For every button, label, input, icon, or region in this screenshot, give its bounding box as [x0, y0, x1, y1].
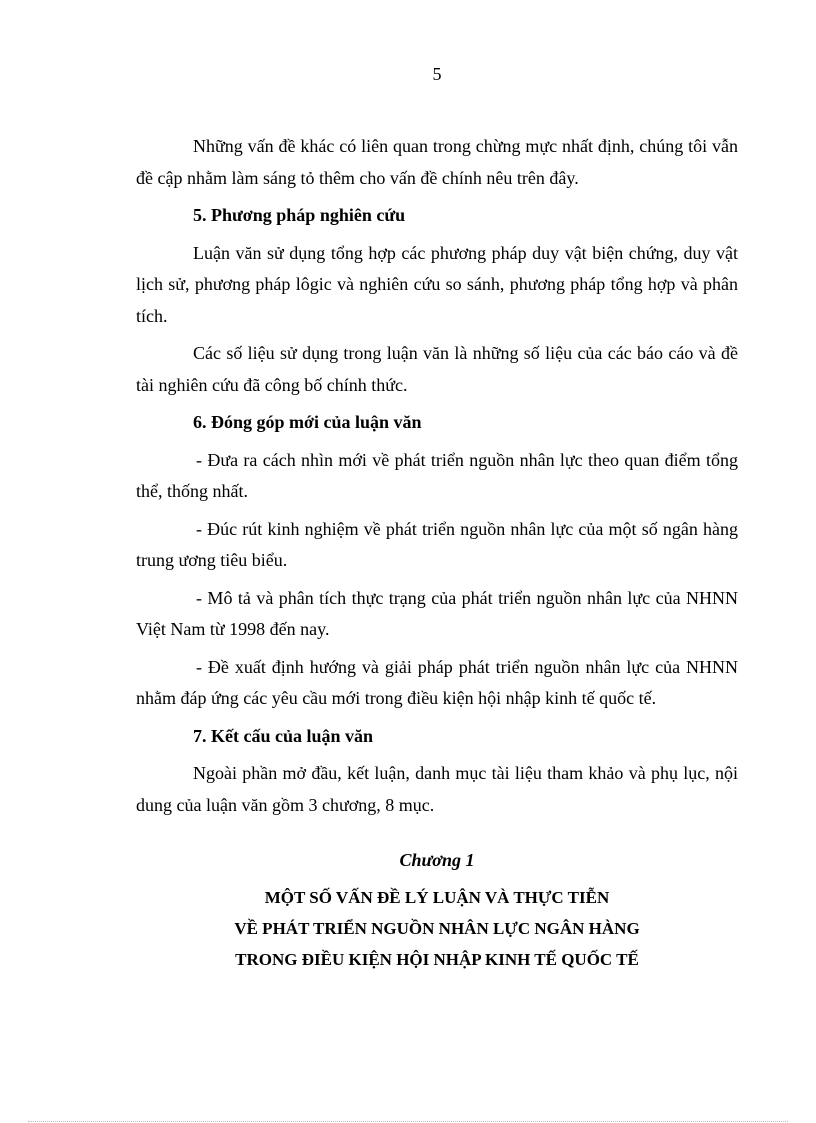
paragraph-structure: Ngoài phần mở đầu, kết luận, danh mục tài liệu tham khảo và phụ lục, nội dung của luận văn gồm 3 chương, 8 mục. [136, 763, 738, 815]
contribution-item: - Đưa ra cách nhìn mới về phát triển nguồn nhân lực theo quan điểm tổng thể, thống nhất. [136, 449, 738, 501]
chapter-title-line: MỘT SỐ VẤN ĐỀ LÝ LUẬN VÀ THỰC TIỄN [264, 888, 610, 907]
chapter-title-line: TRONG ĐIỀU KIỆN HỘI NHẬP KINH TẾ QUỐC TẾ [235, 950, 639, 969]
chapter-label: Chương 1 [399, 850, 475, 870]
section-heading-research-methods: 5. Phương pháp nghiên cứu [193, 205, 406, 225]
contribution-item: - Đúc rút kinh nghiệm về phát triển nguồn nhân lực của một số ngân hàng trung ương tiêu biểu. [136, 518, 738, 570]
contribution-item: - Đề xuất định hướng và giải pháp phát triển nguồn nhân lực của NHNN nhằm đáp ứng các yêu cầu mới trong điều kiện hội nhập kinh tế quốc tế. [136, 656, 738, 708]
paragraph-methods: Luận văn sử dụng tổng hợp các phương pháp duy vật biện chứng, duy vật lịch sử, phương pháp lôgic và nghiên cứu so sánh, phương pháp tổng hợp và phân tích. [136, 242, 738, 326]
body-text [136, 131, 738, 827]
chapter-title-line: VỀ PHÁT TRIỂN NGUỒN NHÂN LỰC NGÂN HÀNG [234, 919, 640, 938]
section-heading-contributions: 6. Đóng góp mới của luận văn [193, 412, 422, 432]
paragraph-related-issues: Những vấn đề khác có liên quan trong chừng mực nhất định, chúng tôi vẫn đề cập nhằm làm sáng tỏ thêm cho vấn đề chính nêu trên đây. [136, 136, 738, 188]
contribution-item: - Mô tả và phân tích thực trạng của phát triển nguồn nhân lực của NHNN Việt Nam từ 1998 đến nay. [136, 587, 738, 639]
paragraph-data-sources: Các số liệu sử dụng trong luận văn là những số liệu của các báo cáo và đề tài nghiên cứu đã công bố chính thức. [136, 343, 738, 395]
section-heading-structure: 7. Kết cấu của luận văn [193, 725, 374, 746]
chapter-heading [136, 846, 738, 975]
page-number: 5 [432, 64, 442, 84]
page-bottom-divider [28, 1121, 788, 1122]
